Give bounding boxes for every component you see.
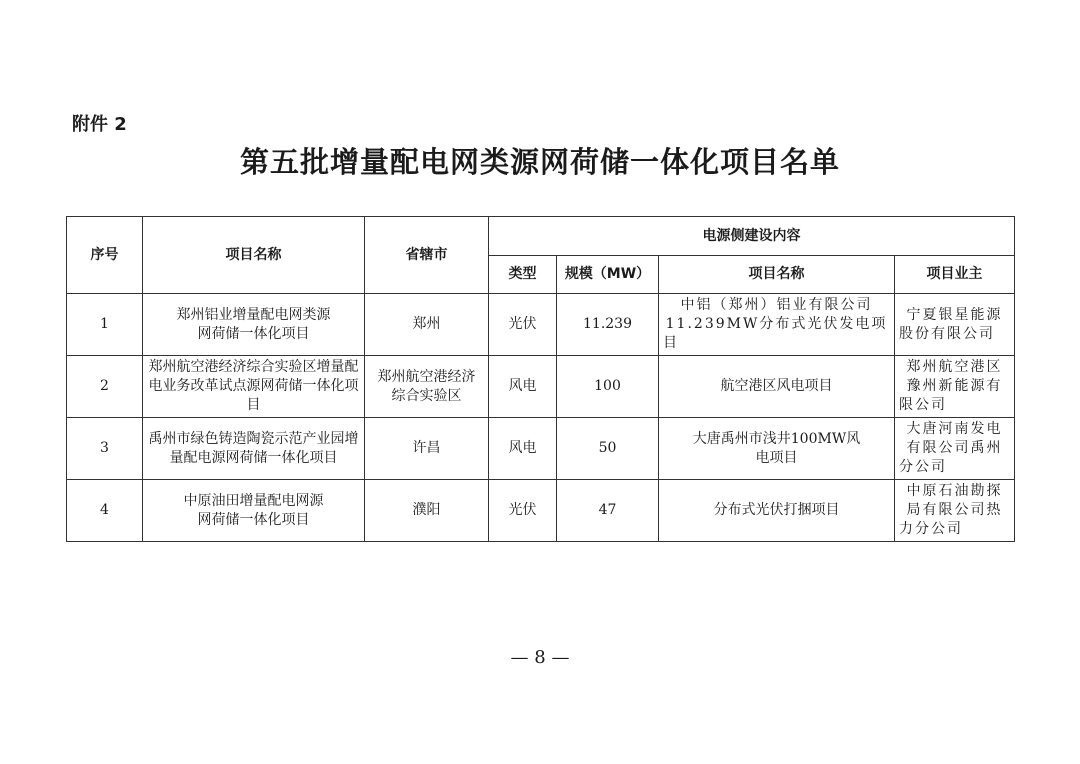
- header-owner: 项目业主: [895, 256, 1015, 294]
- header-power-project-name: 项目名称: [659, 256, 895, 294]
- row-project-name: 郑州铝业增量配电网类源网荷储一体化项目: [143, 294, 365, 356]
- row-owner: 宁夏银星能源股份有限公司: [895, 294, 1015, 356]
- row-scale: 50: [557, 418, 659, 480]
- header-type: 类型: [489, 256, 557, 294]
- row-power-project-name: 分布式光伏打捆项目: [659, 480, 895, 542]
- row-city: 郑州: [365, 294, 489, 356]
- row-scale: 47: [557, 480, 659, 542]
- row-project-name: 禹州市绿色铸造陶瓷示范产业园增量配电源网荷储一体化项目: [143, 418, 365, 480]
- header-project-name: 项目名称: [143, 217, 365, 294]
- row-city: 郑州航空港经济综合实验区: [365, 356, 489, 418]
- row-seq: 2: [67, 356, 143, 418]
- row-type: 光伏: [489, 294, 557, 356]
- row-power-project-name: 中铝（郑州）铝业有限公司11.239MW分布式光伏发电项目: [659, 294, 895, 356]
- row-seq: 1: [67, 294, 143, 356]
- row-project-name: 中原油田增量配电网源网荷储一体化项目: [143, 480, 365, 542]
- row-scale: 100: [557, 356, 659, 418]
- project-list-table: [66, 216, 1015, 542]
- header-scale: 规模（MW）: [557, 256, 659, 294]
- row-type: 风电: [489, 356, 557, 418]
- row-type: 风电: [489, 418, 557, 480]
- row-power-project-name: 航空港区风电项目: [659, 356, 895, 418]
- row-type: 光伏: [489, 480, 557, 542]
- table-row: [67, 294, 1015, 356]
- row-seq: 4: [67, 480, 143, 542]
- row-owner: 中原石油勘探局有限公司热力分公司: [895, 480, 1015, 542]
- table-row: [67, 418, 1015, 480]
- header-city: 省辖市: [365, 217, 489, 294]
- row-city: 濮阳: [365, 480, 489, 542]
- header-power-side-group: 电源侧建设内容: [489, 217, 1015, 256]
- attachment-label: 附件 2: [72, 114, 127, 135]
- header-seq: 序号: [67, 217, 143, 294]
- table-row: [67, 480, 1015, 542]
- row-owner: 郑州航空港区豫州新能源有限公司: [895, 356, 1015, 418]
- header-row-1: [67, 217, 1015, 256]
- row-seq: 3: [67, 418, 143, 480]
- row-city: 许昌: [365, 418, 489, 480]
- row-scale: 11.239: [557, 294, 659, 356]
- table-row: [67, 356, 1015, 418]
- row-power-project-name: 大唐禹州市浅井100MW风电项目: [659, 418, 895, 480]
- document-title: 第五批增量配电网类源网荷储一体化项目名单: [239, 145, 840, 179]
- row-owner: 大唐河南发电有限公司禹州分公司: [895, 418, 1015, 480]
- page-number: — 8 —: [510, 647, 570, 668]
- row-project-name: 郑州航空港经济综合实验区增量配电业务改革试点源网荷储一体化项目: [143, 356, 365, 418]
